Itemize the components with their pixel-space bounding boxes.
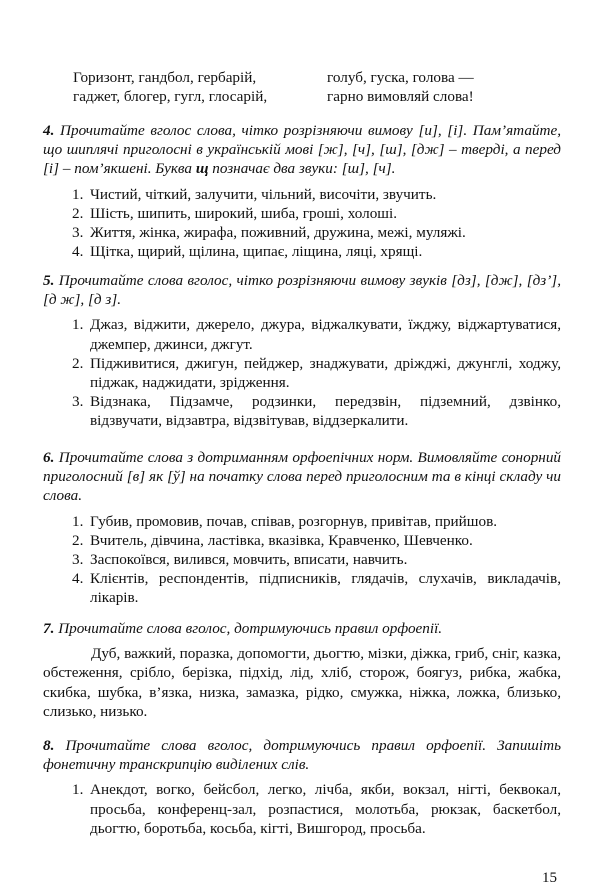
list-item — [43, 223, 561, 242]
page-number: 15 — [542, 870, 557, 886]
task-6 — [43, 448, 561, 608]
item-text: Щітка, щирий, щілина, щипає, ліщина, ляці, хрящі. — [90, 243, 423, 261]
item-text: Життя, жінка, жирафа, поживний, дружина, межі, муляжі. — [90, 224, 466, 242]
task-6-title-text: Прочитайте слова з дотриманням орфоепічних норм. Вимовляйте сонорний приголосний [в] як [ў] на початку слова перед приголосним та в кінці складу чи слова. — [43, 449, 562, 505]
task-6-title — [43, 448, 561, 506]
intro-left-line: Горизонт, гандбол, гербарій, — [73, 69, 257, 86]
task-4-title-part-a: Прочитайте вголос слова, чітко розрізняючи вимову [и], [і]. Пам’ятайте, що шиплячі приголосні в українській мові [ж], [ч], [ш], [дж] – тверді, а перед [і] – пом’якшені. Буква — [43, 122, 562, 178]
item-text: Підживитися, джигун, пейджер, знаджувати, дріжджі, джунглі, ходжу, піджак, наджидати, зрідження. — [90, 354, 561, 392]
task-4-title-bold-letter: щ — [195, 160, 209, 178]
task-5-title — [43, 271, 561, 309]
item-text: Джаз, віджити, джерело, джура, віджалкувати, їжджу, віджартуватися, джемпер, джинси, джгут. — [90, 316, 561, 353]
item-number: 4. — [72, 570, 84, 588]
intro-right-line: голуб, гуска, голова — — [327, 69, 474, 86]
intro-row — [73, 68, 573, 87]
task-number: 6. — [43, 449, 55, 466]
list-item — [43, 204, 561, 223]
item-number: 3. — [72, 393, 84, 411]
item-text: Чистий, чіткий, залучити, чільний, височіти, звучить. — [90, 185, 437, 203]
item-text: Анекдот, вогко, бейсбол, легко, лічба, якби, вокзал, нігті, беквокал, просьба, конференц-зал, розпастися, молотьба, рюкзак, баскетбол, дьогтю, боротьба, косьба, кігті, Вишгород, просьба. — [90, 781, 561, 837]
list-item — [43, 392, 561, 430]
list-item — [43, 185, 561, 204]
list-item — [43, 512, 561, 531]
task-8-list — [43, 780, 561, 838]
intro-right-line: гарно вимовляй слова! — [327, 88, 474, 105]
task-8 — [43, 736, 561, 838]
item-text: Шість, шипить, широкий, шиба, гроші, холоші. — [90, 204, 398, 222]
task-7 — [43, 619, 561, 721]
item-number: 1. — [72, 185, 84, 203]
intro-poem — [73, 68, 573, 106]
list-item — [43, 550, 561, 569]
task-7-paragraph: Дуб, важкий, поразка, допомогти, дьогтю, мізки, діжка, гриб, сніг, казка, обстеження, срібло, берізка, підхід, лід, хліб, сторож, боягуз, рибка, жабка, скибка, шубка, в’язка, низка, замазка, рідко, смужка, ніжка, ложка, близько, слизько, низько. — [43, 645, 561, 720]
intro-row — [73, 87, 573, 106]
task-5 — [43, 271, 561, 431]
list-item — [43, 354, 561, 392]
task-4 — [43, 121, 561, 261]
item-number: 2. — [72, 531, 84, 549]
item-text: Заспокоївся, вилився, мовчить, вписати, навчить. — [90, 551, 408, 569]
task-6-list — [43, 512, 561, 608]
list-item — [43, 315, 561, 353]
task-4-title — [43, 121, 561, 179]
item-text: Губив, промовив, почав, співав, розгорнув, привітав, прийшов. — [90, 512, 498, 530]
item-text: Відзнака, Підзамче, родзинки, передзвін, підземний, дзвінко, відзвучати, відзавтра, відзвітував, віддзеркалити. — [90, 393, 561, 430]
item-number: 2. — [72, 204, 84, 222]
task-4-title-part-b: позначає два звуки: [ш], [ч]. — [208, 160, 396, 178]
task-8-title — [43, 736, 561, 774]
task-5-title-text: Прочитайте слова вголос, чітко розрізняючи вимову звуків [дз], [дж], [дз’], [д ж], [д з]. — [43, 272, 561, 309]
item-number: 1. — [72, 512, 84, 530]
item-text: Вчитель, дівчина, ластівка, вказівка, Кравченко, Шевченко. — [90, 531, 473, 549]
task-5-list — [43, 315, 561, 430]
item-text: Клієнтів, респондентів, підписників, глядачів, слухачів, викладачів, лікарів. — [90, 570, 561, 607]
item-number: 1. — [72, 316, 84, 334]
task-number: 4. — [43, 122, 55, 139]
item-number: 1. — [72, 781, 84, 799]
list-item — [43, 242, 561, 261]
item-number: 3. — [72, 224, 84, 242]
task-number: 8. — [43, 737, 55, 754]
item-number: 2. — [72, 354, 84, 372]
task-4-list — [43, 185, 561, 262]
list-item — [43, 531, 561, 550]
task-7-title-text: Прочитайте слова вголос, дотримуючись правил орфоепії. — [58, 620, 443, 637]
task-8-title-text: Прочитайте слова вголос, дотримуючись правил орфоепії. Запишіть фонетичну транскрипцію виділених слів. — [43, 737, 562, 774]
task-number: 5. — [43, 272, 55, 289]
item-number: 3. — [72, 551, 84, 569]
list-item — [43, 780, 561, 838]
item-number: 4. — [72, 243, 84, 261]
task-number: 7. — [43, 620, 55, 637]
list-item — [43, 569, 561, 607]
intro-left-line: гаджет, блогер, гугл, глосарій, — [73, 88, 268, 105]
task-7-title — [43, 619, 561, 638]
